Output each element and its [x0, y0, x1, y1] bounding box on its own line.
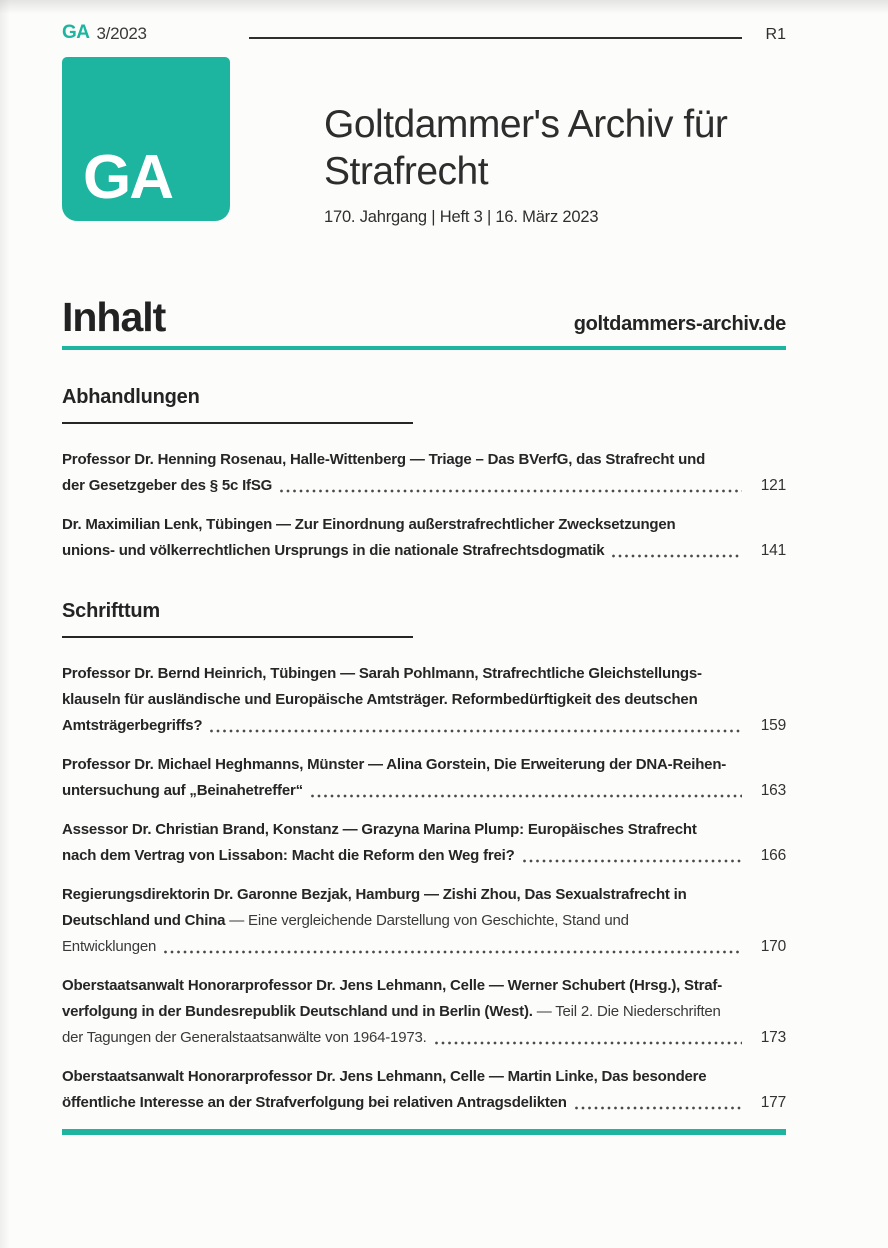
entry-line	[62, 512, 786, 538]
entry-last-line	[62, 473, 786, 499]
entry-text-segment: Assessor Dr. Christian Brand, Konstanz — Grazyna Marina Plump: Europäisches Strafrecht	[62, 821, 697, 838]
page-number: 141	[760, 542, 786, 559]
leader-dots	[280, 489, 742, 493]
section-heading: Abhandlungen	[62, 386, 200, 408]
entry-text-segment: — Eine vergleichende Darstellung von Geschichte, Stand und	[225, 912, 629, 929]
entry-line-text	[62, 778, 303, 804]
masthead-right	[324, 57, 727, 227]
entry-line	[62, 1064, 786, 1090]
entry-line-text	[62, 473, 272, 499]
entry-line-text	[62, 1025, 427, 1051]
entry-text-segment: öffentliche Interesse an der Strafverfolgung bei relativen Antragsdelikten	[62, 1094, 567, 1111]
toc-entry	[62, 817, 786, 869]
entry-text-segment: Amtsträgerbegriffs?	[62, 717, 203, 734]
contents-title: Inhalt	[62, 294, 166, 340]
entry-line	[62, 908, 786, 934]
section-entries	[62, 447, 786, 564]
toc-entry	[62, 1064, 786, 1116]
running-head	[62, 0, 786, 44]
toc-entry	[62, 973, 786, 1051]
journal-title-line2: Strafrecht	[324, 150, 489, 193]
section-entries	[62, 661, 786, 1116]
section-heading: Schrifttum	[62, 600, 161, 622]
journal-subtitle: 170. Jahrgang | Heft 3 | 16. März 2023	[324, 208, 599, 226]
leader-dots	[523, 859, 742, 863]
page-number: 163	[760, 782, 786, 799]
entry-text-segment: der Tagungen der Generalstaatsanwälte von 1964-1973.	[62, 1029, 427, 1046]
journal-title	[324, 101, 727, 195]
entry-text-segment: — Teil 2. Die Niederschriften	[532, 1003, 721, 1020]
entry-text-segment: Dr. Maximilian Lenk, Tübingen — Zur Einordnung außerstrafrechtlicher Zwecksetzungen	[62, 516, 676, 533]
entry-text-segment: Deutschland und China	[62, 912, 226, 929]
entry-line-text	[62, 1090, 567, 1116]
entry-line	[62, 999, 786, 1025]
toc-entry	[62, 661, 786, 739]
running-head-journal-abbrev: GA	[62, 22, 90, 43]
leader-dots	[435, 1041, 742, 1045]
entry-line	[62, 447, 786, 473]
bottom-bar	[62, 1129, 786, 1135]
leader-dots	[575, 1106, 742, 1110]
toc-entry	[62, 752, 786, 804]
entry-line-text	[62, 713, 202, 739]
entry-text-segment: unions- und völkerrechtlichen Ursprungs in die nationale Strafrechtsdogmatik	[62, 542, 605, 559]
entry-text-segment: nach dem Vertrag von Lissabon: Macht die Reform den Weg frei?	[62, 847, 515, 864]
entry-line-text	[62, 934, 156, 960]
leader-dots	[311, 794, 742, 798]
toc-entry	[62, 447, 786, 499]
entry-last-line	[62, 713, 786, 739]
entry-line	[62, 752, 786, 778]
entry-text-segment: Oberstaatsanwalt Honorarprofessor Dr. Jens Lehmann, Celle — Werner Schubert (Hrsg.), Straf-	[62, 977, 723, 994]
toc-entry	[62, 512, 786, 564]
entry-text-segment: Regierungsdirektorin Dr. Garonne Bezjak, Hamburg — Zishi Zhou, Das Sexualstrafrecht in	[62, 886, 687, 903]
entry-text-segment: Professor Dr. Michael Heghmanns, Münster — Alina Gorstein, Die Erweiterung der DNA-Reihen-	[62, 756, 727, 773]
journal-website: goltdammers-archiv.de	[573, 313, 786, 335]
contents-header	[62, 294, 786, 340]
entry-line	[62, 687, 786, 713]
running-head-rule	[249, 37, 742, 39]
entry-line	[62, 817, 786, 843]
journal-logo-text: GA	[83, 143, 172, 212]
page-number: 166	[760, 847, 786, 864]
section-heading-rule	[62, 636, 413, 638]
section-heading-rule	[62, 422, 413, 424]
running-head-issue: 3/2023	[96, 24, 147, 43]
leader-dots	[164, 950, 742, 954]
page-number: 159	[760, 717, 786, 734]
entry-line	[62, 973, 786, 999]
entry-text-segment: Professor Dr. Bernd Heinrich, Tübingen — Sarah Pohlmann, Strafrechtliche Gleichstellungs-	[62, 665, 702, 682]
entry-text-segment: Professor Dr. Henning Rosenau, Halle-Wittenberg — Triage – Das BVerfG, das Strafrecht und	[62, 451, 706, 468]
page-number: 170	[760, 938, 786, 955]
leader-dots	[612, 554, 742, 558]
entry-line-text	[62, 843, 515, 869]
entry-text-segment: Oberstaatsanwalt Honorarprofessor Dr. Jens Lehmann, Celle — Martin Linke, Das besondere	[62, 1068, 707, 1085]
entry-last-line	[62, 843, 786, 869]
entry-line	[62, 882, 786, 908]
entry-last-line	[62, 1090, 786, 1116]
page-number: 177	[760, 1094, 786, 1111]
running-head-page-ref: R1	[765, 26, 786, 43]
journal-logo	[62, 57, 230, 221]
page-number: 173	[760, 1029, 786, 1046]
toc-sections	[62, 386, 786, 1116]
leader-dots	[210, 729, 742, 733]
masthead	[62, 57, 786, 227]
entry-text-segment: untersuchung auf „Beinahetreffer“	[62, 782, 303, 799]
page-content	[62, 0, 786, 1135]
page-number: 121	[760, 477, 786, 494]
entry-last-line	[62, 538, 786, 564]
contents-header-rule	[62, 346, 786, 350]
entry-text-segment: klauseln für ausländische und Europäische Amtsträger. Reformbedürftigkeit des deutschen	[62, 691, 698, 708]
journal-title-line1: Goltdammer's Archiv für	[324, 103, 728, 146]
entry-last-line	[62, 934, 786, 960]
entry-line	[62, 661, 786, 687]
toc-entry	[62, 882, 786, 960]
entry-line-text	[62, 538, 604, 564]
entry-text-segment: verfolgung in der Bundesrepublik Deutschland und in Berlin (West).	[62, 1003, 533, 1020]
entry-last-line	[62, 1025, 786, 1051]
entry-last-line	[62, 778, 786, 804]
entry-text-segment: Entwicklungen	[62, 938, 157, 955]
entry-text-segment: der Gesetzgeber des § 5c IfSG	[62, 477, 273, 494]
